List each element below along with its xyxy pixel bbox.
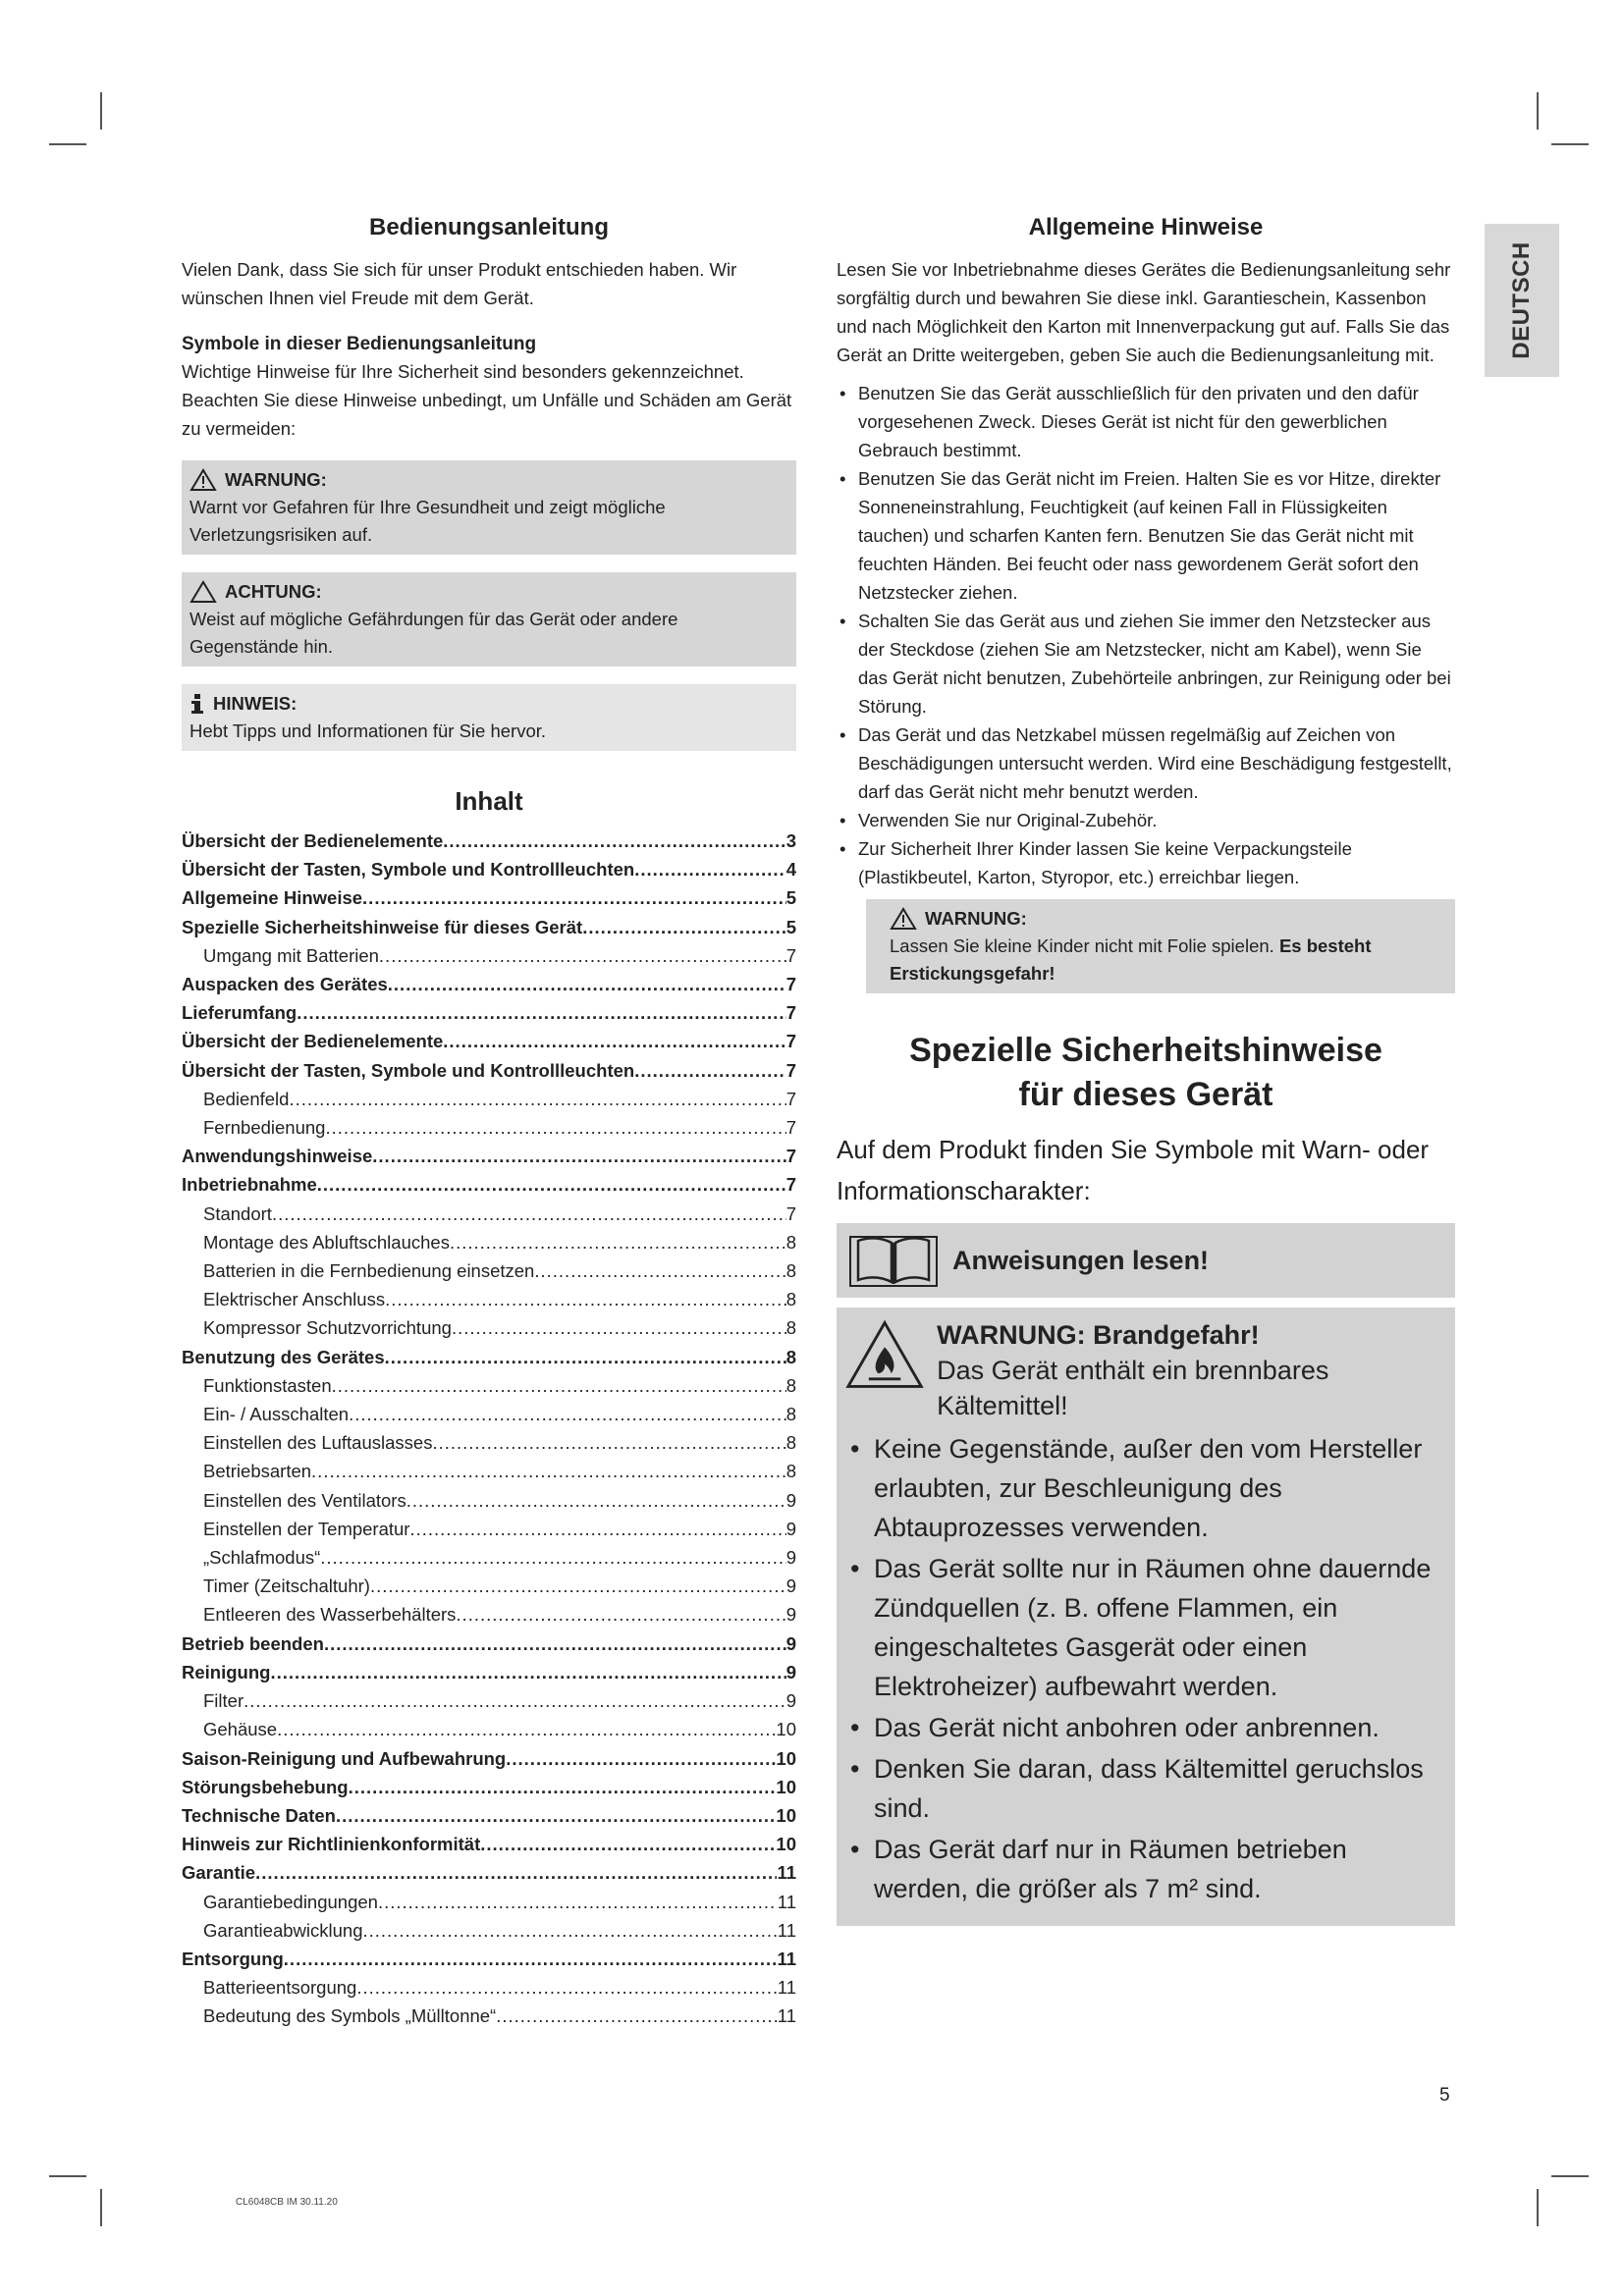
fire-warning-box xyxy=(837,1308,1455,1926)
toc-entry xyxy=(182,1600,796,1629)
hinweis-text: Hebt Tipps und Informationen für Sie hervor. xyxy=(189,721,547,741)
toc-leader-dots xyxy=(362,883,786,912)
toc-entry-label: Übersicht der Bedienelemente xyxy=(182,830,444,851)
toc-entry xyxy=(182,1056,796,1085)
toc-entry-label: Saison-Reinigung und Aufbewahrung xyxy=(182,1747,507,1769)
toc-entry-page: 7 xyxy=(785,1146,796,1167)
toc-leader-dots xyxy=(634,855,786,883)
toc-leader-dots xyxy=(456,1600,785,1629)
toc-entry-label: Benutzung des Gerätes xyxy=(182,1346,385,1367)
toc-entry-label: Ein- / Ausschalten xyxy=(203,1404,350,1425)
toc-entry-label: Funktionstasten xyxy=(203,1374,332,1396)
toc-entry xyxy=(182,1686,796,1715)
toc-leader-dots xyxy=(349,1400,786,1428)
toc-entry-page: 11 xyxy=(777,1919,796,1941)
toc-entry xyxy=(182,1085,796,1113)
open-book-icon xyxy=(848,1231,939,1290)
toc-entry xyxy=(182,1371,796,1400)
crop-mark xyxy=(49,2175,86,2177)
toc-entry-page: 3 xyxy=(785,830,796,851)
toc-leader-dots xyxy=(272,1200,786,1228)
achtung-title: ACHTUNG: xyxy=(225,581,322,602)
toc-entry xyxy=(182,883,796,912)
warnung-folie-bold: Es besteht Erstickungsgefahr! xyxy=(890,935,1372,984)
warnung-text: Warnt vor Gefahren für Ihre Gesundheit und zeigt mögliche Verletzungsrisiken auf. xyxy=(189,497,666,545)
toc-entry-label: Einstellen des Ventilators xyxy=(203,1489,406,1511)
toc-entry xyxy=(182,1515,796,1543)
toc-title: Inhalt xyxy=(455,786,523,816)
symbols-heading: Symbole in dieser Bedienungsanleitung xyxy=(182,334,537,354)
toc-entry-page: 11 xyxy=(777,1862,796,1884)
toc-leader-dots xyxy=(582,913,786,941)
toc-entry-page: 10 xyxy=(776,1834,796,1855)
warnung-title: WARNUNG: xyxy=(225,469,327,490)
toc-leader-dots xyxy=(349,1773,777,1801)
toc-entry-label: Elektrischer Anschluss xyxy=(203,1289,386,1310)
warnung-folie-text: Lassen Sie kleine Kinder nicht mit Folie spielen. xyxy=(890,935,1279,956)
list-item: • Schalten Sie das Gerät aus und ziehen Sie immer den Netzstecker aus der Steckdose (ziehen Sie am Netzstecker, nicht am Kabel), wenn Sie das Gerät nicht benutzen, Zubehörteile anbringen, zur Reinigung oder bei Störung. xyxy=(837,607,1455,721)
toc-entry xyxy=(182,1973,796,2002)
general-intro: Lesen Sie vor Inbetriebnahme dieses Gerätes die Bedienungsanleitung sehr sorgfältig durch und bewahren Sie diese inkl. Garantieschein, Kassenbon und nach Möglichkeit den Karton mit Innenverpackung gut auf. Falls Sie das Gerät an Dritte weitergeben, geben Sie auch die Bedienungsanleitung mit. xyxy=(837,259,1451,365)
special-intro: Auf dem Produkt finden Sie Symbole mit Warn- oder Informationscharakter: xyxy=(837,1135,1430,1205)
toc-entry-label: Bedeutung des Symbols „Mülltonne“ xyxy=(203,2005,497,2027)
toc-entry-page: 8 xyxy=(785,1289,796,1310)
language-tab xyxy=(1485,224,1559,377)
toc-entry xyxy=(182,1027,796,1055)
toc-leader-dots xyxy=(244,1686,786,1715)
toc-leader-dots xyxy=(362,1916,777,1945)
crop-mark xyxy=(1537,92,1539,130)
warnung-note xyxy=(182,460,796,555)
list-item: • Zur Sicherheit Ihrer Kinder lassen Sie keine Verpackungsteile (Plastikbeutel, Karton, Styropor, etc.) erreichbar liegen. xyxy=(837,834,1455,891)
list-item: • Das Gerät sollte nur in Räumen ohne dauernde Zündquellen (z. B. offene Flammen, ein eingeschaltetes Gasgerät oder einen Elektroheizer) aufbewahrt werden. xyxy=(844,1549,1443,1706)
toc-entry xyxy=(182,1200,796,1228)
symbols-text: Wichtige Hinweise für Ihre Sicherheit sind besonders gekennzeichnet. Beachten Sie diese Hinweise unbedingt, um Unfälle und Schäden am Gerät zu vermeiden: xyxy=(182,361,792,439)
toc-leader-dots xyxy=(506,1744,776,1773)
toc-entry-page: 9 xyxy=(785,1547,796,1569)
toc-entry-label: Standort xyxy=(203,1202,272,1224)
toc-leader-dots xyxy=(450,1228,786,1256)
toc-entry xyxy=(182,1142,796,1170)
special-safety-title-line1: Spezielle Sicherheitshinweise xyxy=(909,1032,1382,1069)
toc-entry-page: 9 xyxy=(785,1489,796,1511)
read-instructions-label: Anweisungen lesen! xyxy=(952,1245,1210,1275)
toc-entry-page: 7 xyxy=(785,974,796,995)
toc-entry xyxy=(182,855,796,883)
intro-text: Vielen Dank, dass Sie sich für unser Produkt entschieden haben. Wir wünschen Ihnen viel Freude mit dem Gerät. xyxy=(182,259,737,308)
table-of-contents xyxy=(182,827,796,2031)
list-item: • Denken Sie daran, dass Kältemittel geruchslos sind. xyxy=(844,1749,1443,1828)
toc-leader-dots xyxy=(277,1715,776,1743)
toc-entry-page: 8 xyxy=(785,1231,796,1253)
toc-entry-page: 7 xyxy=(785,1002,796,1024)
toc-entry-page: 11 xyxy=(777,1948,796,1969)
toc-entry-label: Übersicht der Bedienelemente xyxy=(182,1031,444,1052)
toc-entry-page: 7 xyxy=(785,1117,796,1139)
toc-entry xyxy=(182,1916,796,1945)
special-safety-title xyxy=(837,1029,1455,1117)
toc-entry-page: 8 xyxy=(785,1346,796,1367)
toc-entry-label: Übersicht der Tasten, Symbole und Kontrollleuchten xyxy=(182,1059,635,1081)
toc-entry-label: Lieferumfang xyxy=(182,1002,298,1024)
list-item: • Das Gerät und das Netzkabel müssen regelmäßig auf Zeichen von Beschädigungen untersucht werden. Wird eine Beschädigung festgestellt, darf das Gerät nicht mehr benutzt werden. xyxy=(837,721,1455,806)
toc-entry-label: „Schlafmodus“ xyxy=(203,1547,321,1569)
toc-entry-page: 8 xyxy=(785,1404,796,1425)
toc-entry-label: Betrieb beenden xyxy=(182,1632,324,1654)
toc-entry-label: Inbetriebnahme xyxy=(182,1174,317,1196)
toc-entry xyxy=(182,1313,796,1342)
toc-leader-dots xyxy=(317,1170,786,1199)
fire-bullet-list xyxy=(844,1429,1443,1908)
toc-entry-label: Spezielle Sicherheitshinweise für dieses Gerät xyxy=(182,916,583,937)
toc-entry xyxy=(182,1715,796,1743)
toc-entry-page: 9 xyxy=(785,1604,796,1626)
left-column xyxy=(182,214,796,2031)
toc-entry-label: Betriebsarten xyxy=(203,1461,312,1482)
toc-entry-page: 7 xyxy=(785,1031,796,1052)
toc-entry-page: 7 xyxy=(785,944,796,966)
toc-entry-label: Reinigung xyxy=(182,1661,271,1682)
toc-leader-dots xyxy=(297,998,786,1027)
footer-code: CL6048CB IM 30.11.20 xyxy=(236,2197,338,2208)
general-bullet-list xyxy=(837,379,1455,891)
toc-entry xyxy=(182,1543,796,1572)
toc-entry xyxy=(182,913,796,941)
toc-leader-dots xyxy=(289,1085,785,1113)
toc-entry xyxy=(182,1113,796,1142)
toc-entry-label: Technische Daten xyxy=(182,1804,336,1826)
toc-leader-dots xyxy=(443,827,785,855)
hinweis-note xyxy=(182,684,796,751)
list-item: • Keine Gegenstände, außer den vom Hersteller erlaubten, zur Beschleunigung des Abtauprozesses verwenden. xyxy=(844,1429,1443,1547)
toc-entry xyxy=(182,1285,796,1313)
toc-entry-page: 8 xyxy=(785,1374,796,1396)
toc-leader-dots xyxy=(320,1543,785,1572)
hinweis-title: HINWEIS: xyxy=(213,693,298,714)
flame-warning-icon xyxy=(844,1317,925,1392)
toc-entry-page: 5 xyxy=(785,887,796,909)
toc-entry-page: 10 xyxy=(776,1747,796,1769)
toc-entry-label: Timer (Zeitschaltuhr) xyxy=(203,1575,370,1597)
toc-entry-page: 11 xyxy=(777,1891,796,1912)
toc-leader-dots xyxy=(255,1858,777,1887)
toc-leader-dots xyxy=(388,970,786,998)
toc-entry-page: 10 xyxy=(776,1776,796,1797)
toc-entry-page: 11 xyxy=(777,1977,796,1999)
achtung-note xyxy=(182,572,796,667)
toc-leader-dots xyxy=(372,1142,785,1170)
toc-entry xyxy=(182,1486,796,1515)
toc-entry xyxy=(182,1256,796,1285)
toc-entry-page: 9 xyxy=(785,1690,796,1712)
toc-entry-page: 11 xyxy=(777,2005,796,2027)
crop-mark xyxy=(1551,143,1589,145)
toc-entry-page: 4 xyxy=(785,859,796,881)
fire-warning-title: WARNUNG: Brandgefahr! xyxy=(937,1320,1260,1350)
toc-entry-label: Garantieabwicklung xyxy=(203,1919,363,1941)
toc-entry xyxy=(182,970,796,998)
toc-entry xyxy=(182,2002,796,2030)
toc-entry-label: Garantiebedingungen xyxy=(203,1891,378,1912)
toc-leader-dots xyxy=(378,1888,778,1916)
toc-leader-dots xyxy=(634,1056,786,1085)
toc-entry xyxy=(182,1945,796,1973)
toc-leader-dots xyxy=(379,941,786,970)
toc-leader-dots xyxy=(336,1801,776,1830)
toc-leader-dots xyxy=(356,1973,777,2002)
toc-leader-dots xyxy=(332,1371,786,1400)
toc-leader-dots xyxy=(409,1515,785,1543)
crop-mark xyxy=(100,2189,102,2226)
toc-leader-dots xyxy=(284,1945,778,1973)
achtung-text: Weist auf mögliche Gefährdungen für das Gerät oder andere Gegenstände hin. xyxy=(189,609,678,657)
crop-mark xyxy=(100,92,102,130)
section-title-allgemeine-hinweise: Allgemeine Hinweise xyxy=(1028,214,1264,240)
toc-entry-page: 9 xyxy=(785,1661,796,1682)
toc-entry-page: 10 xyxy=(776,1804,796,1826)
toc-entry xyxy=(182,1228,796,1256)
toc-entry-label: Gehäuse xyxy=(203,1719,278,1740)
toc-leader-dots xyxy=(496,2002,778,2030)
toc-leader-dots xyxy=(324,1629,786,1658)
language-tab-label: DEUTSCH xyxy=(1508,241,1535,359)
list-item: • Verwenden Sie nur Original-Zubehör. xyxy=(837,806,1455,834)
toc-entry xyxy=(182,1744,796,1773)
right-column xyxy=(837,214,1455,1926)
toc-entry-label: Anwendungshinweise xyxy=(182,1146,373,1167)
toc-entry-page: 9 xyxy=(785,1632,796,1654)
toc-leader-dots xyxy=(406,1486,786,1515)
toc-entry-page: 8 xyxy=(785,1317,796,1339)
warnung-folie-note xyxy=(866,899,1455,993)
page-number: 5 xyxy=(1439,2085,1450,2106)
special-safety-title-line2: für dieses Gerät xyxy=(1018,1076,1273,1113)
list-item: • Das Gerät nicht anbohren oder anbrennen. xyxy=(844,1708,1443,1747)
toc-entry-label: Hinweis zur Richtlinienkonformität xyxy=(182,1834,481,1855)
crop-mark xyxy=(1551,2175,1589,2177)
list-item: • Das Gerät darf nur in Räumen betrieben werden, die größer als 7 m² sind. xyxy=(844,1830,1443,1908)
toc-entry xyxy=(182,1428,796,1457)
toc-entry-label: Kompressor Schutzvorrichtung xyxy=(203,1317,452,1339)
toc-entry xyxy=(182,1572,796,1600)
toc-entry-page: 7 xyxy=(785,1202,796,1224)
toc-entry xyxy=(182,1858,796,1887)
crop-mark xyxy=(1537,2189,1539,2226)
read-instructions-box xyxy=(837,1223,1455,1298)
toc-entry xyxy=(182,1457,796,1485)
toc-leader-dots xyxy=(534,1256,785,1285)
warning-triangle-icon xyxy=(890,907,917,931)
toc-entry-label: Einstellen der Temperatur xyxy=(203,1518,410,1539)
toc-entry-label: Batterien in die Fernbedienung einsetzen xyxy=(203,1260,535,1282)
toc-leader-dots xyxy=(432,1428,785,1457)
toc-entry xyxy=(182,998,796,1027)
toc-leader-dots xyxy=(385,1343,786,1371)
toc-entry-label: Übersicht der Tasten, Symbole und Kontrollleuchten xyxy=(182,859,635,881)
toc-leader-dots xyxy=(452,1313,786,1342)
info-icon xyxy=(189,693,205,715)
toc-entry-page: 8 xyxy=(785,1432,796,1454)
toc-entry xyxy=(182,1170,796,1199)
crop-mark xyxy=(49,143,86,145)
toc-entry-page: 9 xyxy=(785,1575,796,1597)
toc-entry-page: 7 xyxy=(785,1059,796,1081)
toc-entry xyxy=(182,1658,796,1686)
section-title-bedienungsanleitung: Bedienungsanleitung xyxy=(368,214,609,240)
toc-entry xyxy=(182,1801,796,1830)
toc-leader-dots xyxy=(385,1285,786,1313)
toc-entry-label: Einstellen des Luftauslasses xyxy=(203,1432,433,1454)
toc-entry-label: Montage des Abluftschlauches xyxy=(203,1231,450,1253)
toc-entry-label: Filter xyxy=(203,1690,244,1712)
toc-leader-dots xyxy=(270,1658,785,1686)
toc-entry-label: Bedienfeld xyxy=(203,1088,290,1109)
caution-triangle-icon xyxy=(189,580,217,604)
toc-leader-dots xyxy=(325,1113,785,1142)
toc-entry-label: Allgemeine Hinweise xyxy=(182,887,363,909)
toc-entry-page: 8 xyxy=(785,1260,796,1282)
list-item: • Benutzen Sie das Gerät nicht im Freien. Halten Sie es vor Hitze, direkter Sonneneinstrahlung, Feuchtigkeit (auf keinen Fall in Flüssigkeiten tauchen) und scharfen Kanten fern. Benutzen Sie das Gerät nicht mit feuchten Händen. Bei feucht oder nass gewordenem Gerät sofort den Netzstecker ziehen. xyxy=(837,464,1455,607)
toc-leader-dots xyxy=(443,1027,785,1055)
toc-entry-page: 10 xyxy=(776,1719,796,1740)
fire-warning-subtitle: Das Gerät enthält ein brennbares Kältemittel! xyxy=(937,1356,1329,1420)
toc-entry xyxy=(182,827,796,855)
toc-entry xyxy=(182,1400,796,1428)
toc-entry xyxy=(182,1343,796,1371)
toc-entry-label: Entsorgung xyxy=(182,1948,284,1969)
toc-entry xyxy=(182,941,796,970)
warning-triangle-icon xyxy=(189,468,217,492)
toc-entry xyxy=(182,1773,796,1801)
toc-entry-page: 7 xyxy=(785,1174,796,1196)
toc-entry-page: 7 xyxy=(785,1088,796,1109)
toc-entry-page: 5 xyxy=(785,916,796,937)
toc-entry-page: 9 xyxy=(785,1518,796,1539)
list-item: • Benutzen Sie das Gerät ausschließlich für den privaten und den dafür vorgesehenen Zweck. Dieses Gerät ist nicht für den gewerblichen Gebrauch bestimmt. xyxy=(837,379,1455,464)
toc-leader-dots xyxy=(311,1457,786,1485)
toc-entry-page: 8 xyxy=(785,1461,796,1482)
toc-entry-label: Fernbedienung xyxy=(203,1117,326,1139)
toc-leader-dots xyxy=(480,1830,776,1858)
toc-entry-label: Entleeren des Wasserbehälters xyxy=(203,1604,457,1626)
toc-entry-label: Umgang mit Batterien xyxy=(203,944,379,966)
toc-leader-dots xyxy=(370,1572,786,1600)
toc-entry xyxy=(182,1629,796,1658)
toc-entry-label: Störungsbehebung xyxy=(182,1776,349,1797)
toc-entry-label: Garantie xyxy=(182,1862,256,1884)
warnung-folie-title: WARNUNG: xyxy=(925,908,1027,929)
toc-entry xyxy=(182,1888,796,1916)
toc-entry xyxy=(182,1830,796,1858)
toc-entry-label: Batterieentsorgung xyxy=(203,1977,357,1999)
toc-entry-label: Auspacken des Gerätes xyxy=(182,974,388,995)
